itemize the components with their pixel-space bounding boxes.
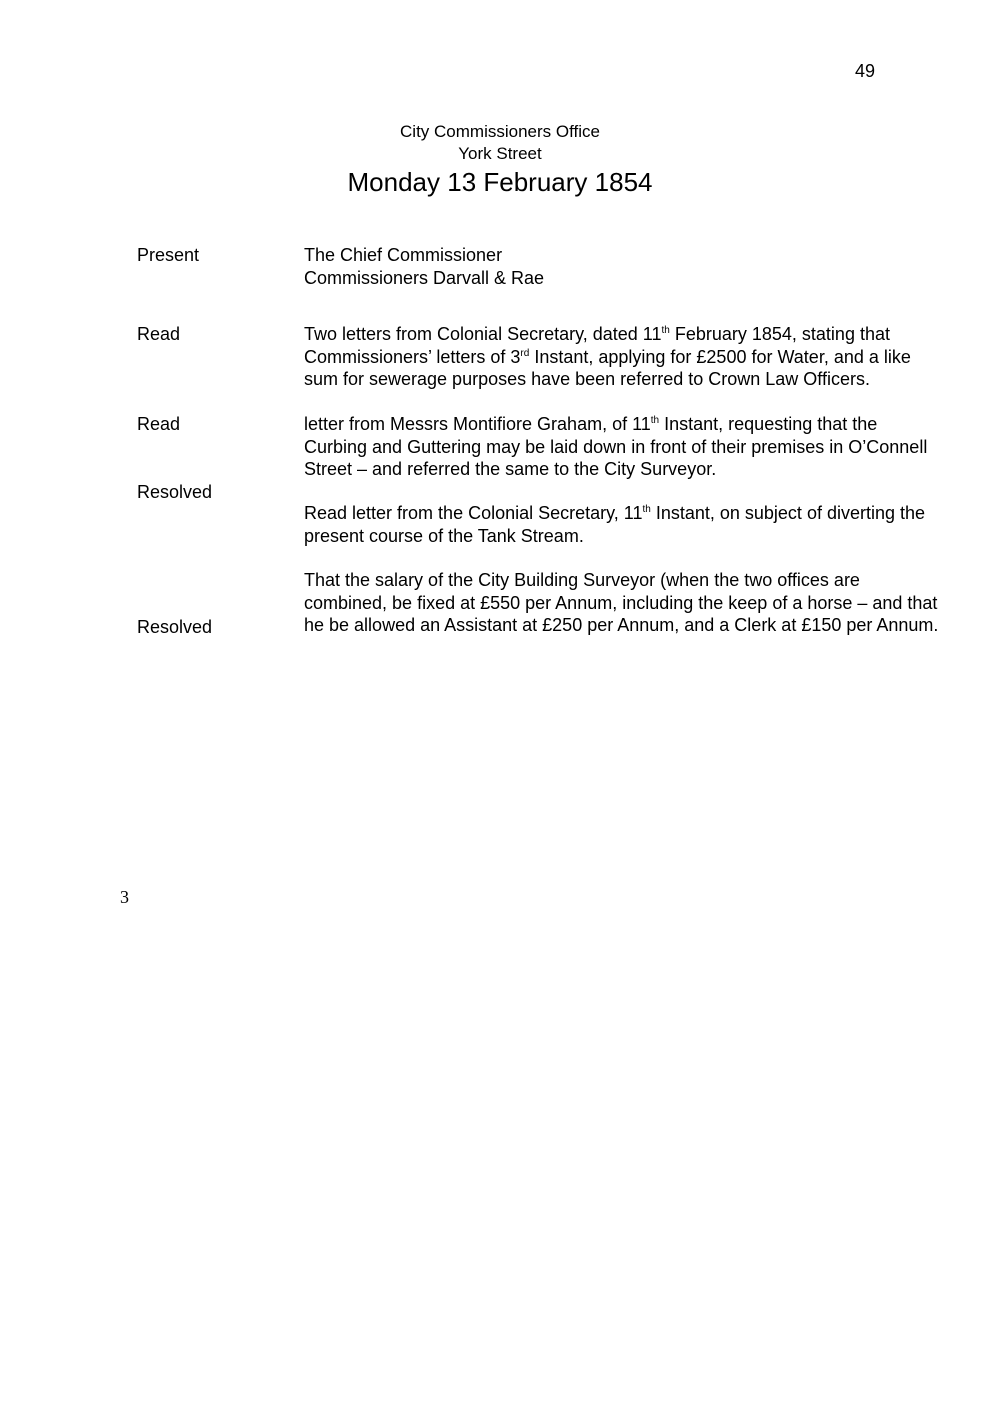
present-line-2: Commissioners Darvall & Rae <box>304 267 545 288</box>
folio-mark: 3 <box>120 887 129 907</box>
entry-text: Two letters from Colonial Secretary, dated 11 <box>304 324 662 344</box>
ordinal-suffix: th <box>642 504 651 515</box>
present-list <box>304 244 944 289</box>
document-header <box>0 121 1000 199</box>
resolved-label-1: Resolved <box>137 482 213 502</box>
entry-text: letter from Messrs Montifiore Graham, of 11 <box>304 414 651 434</box>
office-name: City Commissioners Office <box>400 122 600 141</box>
ordinal-suffix: rd <box>520 347 530 359</box>
present-label: Present <box>137 245 200 265</box>
present-line-1: The Chief Commissioner <box>304 245 503 265</box>
entry-colonial-letters <box>304 323 944 391</box>
entry-tank-stream <box>304 502 944 547</box>
ordinal-suffix: th <box>661 325 670 336</box>
entry-text: Instant, applying for £2500 for Water, and a like sum for sewerage purposes have been referred to Crown Law Officers. <box>304 346 911 389</box>
office-street: York Street <box>458 144 542 163</box>
entry-text: Read letter from the Colonial Secretary, 11 <box>304 503 643 523</box>
entry-text: Instant, on subject of diverting the present course of the Tank Stream. <box>304 503 926 546</box>
resolved-label-2: Resolved <box>137 617 213 637</box>
entry-text: Instant, requesting that the Curbing and Guttering may be laid down in front of their premises in O’Connell Street – and referred the same to the City Surveyor. <box>304 414 928 479</box>
meeting-date: Monday 13 February 1854 <box>347 167 653 197</box>
entry-text: February 1854, stating that Commissioners’ letters of 3 <box>304 324 890 367</box>
ordinal-suffix: th <box>650 415 660 426</box>
read-label-1: Read <box>137 324 181 344</box>
entry-montifiore-letter <box>304 413 944 481</box>
page-number: 49 <box>855 61 876 81</box>
entry-surveyor-salary: That the salary of the City Building Surveyor (when the two offices are combined, be fixed at £550 per Annum, including the keep of a horse – and that he be allowed an Assistant at £250 per Annum, and a Clerk at £150 per Annum. <box>304 570 939 635</box>
read-label-2: Read <box>137 414 181 434</box>
